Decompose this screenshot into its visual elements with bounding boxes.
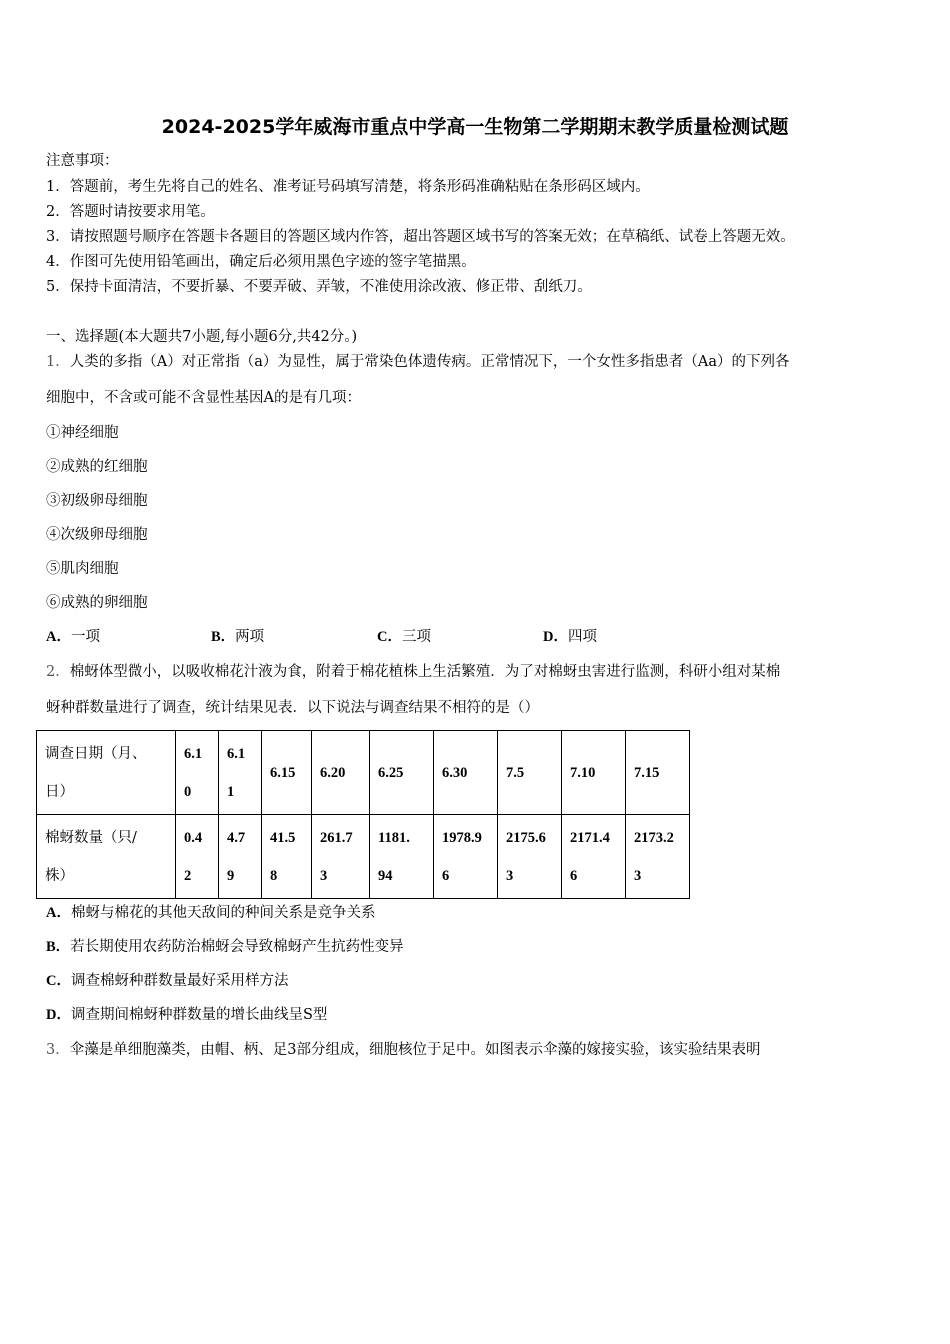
data-table	[36, 730, 690, 899]
option-d[interactable]	[543, 627, 597, 647]
question-number: 1．	[46, 354, 70, 370]
section-heading: 一、选择题(本大题共7小题,每小题6分,共42分。)	[46, 329, 358, 345]
list-item: ⑥成熟的卵细胞	[46, 595, 148, 611]
question-text: 棉蚜体型微小，以吸收棉花汁液为食，附着于棉花植株上生活繁殖．为了对棉蚜虫害进行监测，科研小组对某棉	[69, 664, 781, 680]
table-cell: 4.7 9	[219, 815, 262, 899]
question-text: 蚜种群数量进行了调查，统计结果见表．以下说法与调查结果不相符的是（）	[46, 700, 539, 716]
table-header-cell: 调查日期（月、 日）	[37, 731, 176, 815]
option-text: 两项	[235, 629, 265, 645]
option-text: 调查棉蚜种群数量最好采用样方法	[70, 973, 289, 989]
list-item: ③初级卵母细胞	[46, 493, 148, 509]
option-label: B．	[46, 939, 71, 955]
notice-item: 4．作图可先使用铅笔画出，确定后必须用黑色字迹的签字笔描黑。	[46, 254, 476, 270]
option-text: 调查期间棉蚜种群数量的增长曲线呈S型	[70, 1007, 328, 1023]
table-cell: 6.15	[262, 731, 312, 815]
question-text: 细胞中，不含或可能不含显性基因A的是有几项：	[46, 390, 361, 406]
table-cell: 6.30	[434, 731, 498, 815]
option-label: C．	[377, 629, 402, 645]
question-number: 2．	[46, 664, 70, 680]
option-a[interactable]	[46, 903, 375, 923]
question-text: 伞藻是单细胞藻类，由帽、柄、足3部分组成，细胞核位于足中。如图表示伞藻的嫁接实验，该实验结果表明	[69, 1042, 761, 1058]
option-text: 若长期使用农药防治棉蚜会导致棉蚜产生抗药性变异	[70, 939, 404, 955]
option-b[interactable]	[46, 937, 404, 957]
table-cell: 0.4 2	[176, 815, 219, 899]
option-b[interactable]	[211, 627, 264, 647]
question-text: 人类的多指（A）对正常指（a）为显性，属于常染色体遗传病。正常情况下，一个女性多指患者（Aa）的下列各	[69, 354, 790, 370]
option-label: D．	[543, 629, 568, 645]
notice-item: 2．答题时请按要求用笔。	[46, 204, 215, 220]
list-item: ④次级卵母细胞	[46, 527, 148, 543]
notice-heading: 注意事项：	[46, 153, 119, 169]
list-item: ⑤肌肉细胞	[46, 561, 119, 577]
page-title: 2024-2025学年威海市重点中学高一生物第二学期期末教学质量检测试题	[161, 116, 789, 138]
table-cell: 1181. 94	[370, 815, 434, 899]
table-header-cell: 棉蚜数量（只/ 株）	[37, 815, 176, 899]
option-text: 四项	[567, 629, 597, 645]
option-text: 三项	[401, 629, 431, 645]
table-cell: 6.25	[370, 731, 434, 815]
option-a[interactable]	[46, 627, 100, 647]
option-c[interactable]	[46, 971, 288, 991]
table-cell: 2171.4 6	[562, 815, 626, 899]
table-cell: 6.1 1	[219, 731, 262, 815]
option-text: 棉蚜与棉花的其他天敌间的种间关系是竞争关系	[70, 905, 376, 921]
table-cell: 7.5	[498, 731, 562, 815]
table-cell: 261.7 3	[312, 815, 370, 899]
table-cell: 1978.9 6	[434, 815, 498, 899]
table-row	[37, 731, 690, 815]
option-label: D．	[46, 1007, 71, 1023]
table-cell: 2175.6 3	[498, 815, 562, 899]
notice-item: 3．请按照题号顺序在答题卡各题目的答题区域内作答，超出答题区域书写的答案无效；在草稿纸、试卷上答题无效。	[46, 229, 795, 245]
option-label: B．	[211, 629, 236, 645]
notice-item: 5．保持卡面清洁，不要折暴、不要弄破、弄皱，不准使用涂改液、修正带、刮纸刀。	[46, 279, 592, 295]
table-cell: 7.10	[562, 731, 626, 815]
option-text: 一项	[70, 629, 100, 645]
option-c[interactable]	[377, 627, 431, 647]
table-cell: 6.1 0	[176, 731, 219, 815]
table-cell: 7.15	[626, 731, 690, 815]
question-2-stem	[46, 662, 780, 682]
table-cell: 2173.2 3	[626, 815, 690, 899]
option-label: A．	[46, 629, 71, 645]
question-3-stem	[46, 1040, 760, 1060]
table-cell: 6.20	[312, 731, 370, 815]
table-cell: 41.5 8	[262, 815, 312, 899]
option-label: C．	[46, 973, 71, 989]
option-label: A．	[46, 905, 71, 921]
list-item: ①神经细胞	[46, 425, 119, 441]
list-item: ②成熟的红细胞	[46, 459, 148, 475]
notice-item: 1．答题前，考生先将自己的姓名、准考证号码填写清楚，将条形码准确粘贴在条形码区域内。	[46, 179, 650, 195]
question-1-stem	[46, 352, 789, 372]
question-number: 3．	[46, 1042, 70, 1058]
table-row	[37, 815, 690, 899]
option-d[interactable]	[46, 1005, 327, 1025]
